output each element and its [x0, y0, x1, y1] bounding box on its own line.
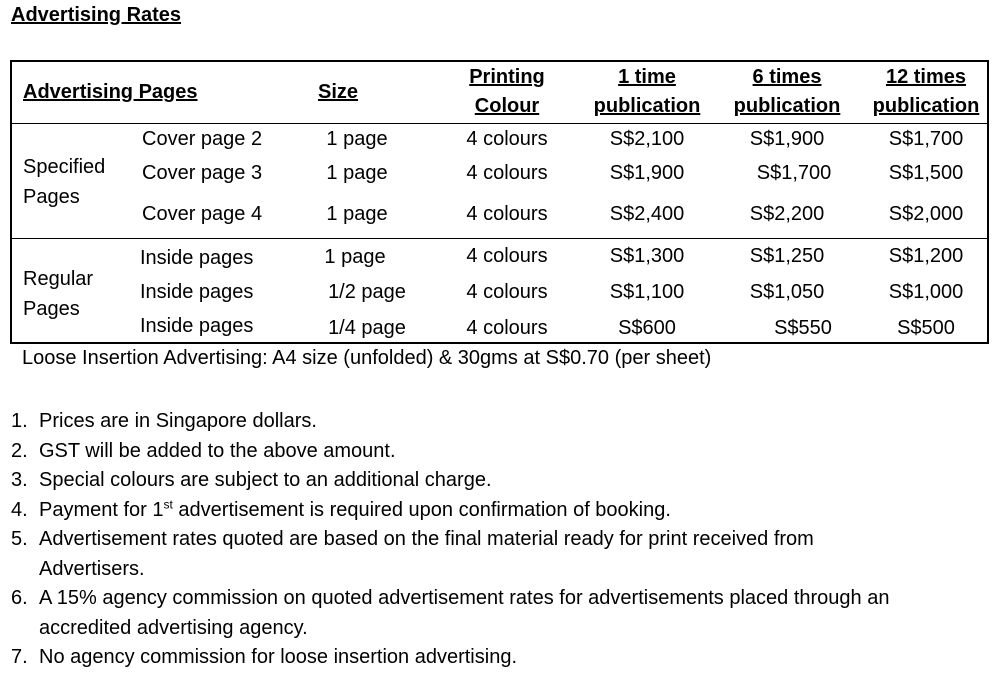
table-cell-size: 1 page [324, 246, 386, 268]
group-label-specified-pages: Pages [23, 186, 80, 208]
header-6-times-publication: publication [733, 95, 841, 117]
table-cell-colour: 4 colours [466, 317, 548, 339]
note-number: 1. [11, 410, 28, 432]
note-text: A 15% agency commission on quoted advertisement rates for advertisements placed through an accredited advertising agency. [39, 587, 890, 639]
group-label-regular: Regular [23, 268, 94, 290]
table-cell-12-times: S$1,500 [888, 162, 964, 184]
table-cell-page: Cover page 2 [142, 128, 263, 150]
header-6-times: 6 times [752, 66, 822, 88]
table-cell-page: Cover page 4 [142, 203, 263, 225]
list-item [11, 584, 891, 643]
table-cell-6-times: S$2,200 [749, 203, 825, 225]
table-cell-1-time: S$2,100 [609, 128, 685, 150]
table-cell-size: 1 page [326, 128, 388, 150]
list-item [11, 437, 891, 467]
table-cell-1-time: S$1,900 [609, 162, 685, 184]
table-cell-colour: 4 colours [466, 245, 548, 267]
table-cell-size: 1/2 page [328, 281, 406, 303]
table-cell-6-times: S$1,700 [756, 162, 832, 184]
table-cell-1-time: S$2,400 [609, 203, 685, 225]
list-item [11, 525, 891, 584]
note-text: No agency commission for loose insertion advertising. [39, 646, 517, 668]
table-cell-colour: 4 colours [466, 203, 548, 225]
header-printing: Printing [469, 66, 545, 88]
note-number: 7. [11, 646, 28, 668]
notes-list [11, 407, 891, 673]
note-number: 5. [11, 528, 28, 550]
header-1-time-publication: publication [593, 95, 701, 117]
note-text-start: Payment for 1 [39, 498, 164, 521]
header-12-times: 12 times [885, 66, 967, 88]
list-item [11, 643, 891, 673]
table-cell-6-times: S$1,250 [749, 245, 825, 267]
note-number: 4. [11, 498, 28, 521]
table-cell-1-time: S$600 [618, 317, 676, 339]
group-label-specified: Specified [23, 156, 106, 178]
note-number: 2. [11, 439, 28, 462]
header-1-time: 1 time [618, 66, 676, 88]
table-cell-12-times: S$1,000 [888, 281, 964, 303]
header-colour: Colour [474, 95, 540, 117]
note-number: 6. [11, 587, 28, 609]
table-cell-6-times: S$1,050 [749, 281, 825, 303]
note-number: 3. [11, 469, 28, 491]
table-cell-1-time: S$1,100 [609, 281, 685, 303]
list-item [11, 407, 891, 437]
loose-insertion-note: Loose Insertion Advertising: A4 size (unfolded) & 30gms at S$0.70 (per sheet) [22, 347, 712, 369]
rates-table [10, 60, 989, 344]
note-text: GST will be added to the above amount. [39, 439, 396, 462]
table-cell-1-time: S$1,300 [609, 245, 685, 267]
header-size: Size [318, 81, 359, 103]
table-cell-colour: 4 colours [466, 281, 548, 303]
header-advertising-pages: Advertising Pages [23, 81, 198, 103]
table-cell-12-times: S$2,000 [888, 203, 964, 225]
table-cell-size: 1 page [326, 203, 388, 225]
table-cell-12-times: S$500 [897, 317, 955, 339]
note-superscript: st [163, 496, 173, 511]
note-text-end: advertisement is required upon confirmation of booking. [172, 498, 671, 521]
table-cell-size: 1/4 page [328, 317, 406, 339]
table-cell-colour: 4 colours [466, 162, 548, 184]
group-label-regular-pages: Pages [23, 298, 80, 320]
note-text: Advertisement rates quoted are based on the final material ready for print received from Advertisers. [39, 528, 814, 580]
list-item [11, 466, 891, 496]
note-text: Special colours are subject to an additional charge. [39, 469, 492, 491]
table-cell-6-times: S$550 [774, 317, 832, 339]
table-cell-colour: 4 colours [466, 128, 548, 150]
table-cell-size: 1 page [326, 162, 388, 184]
group-divider [12, 238, 987, 239]
table-cell-12-times: S$1,700 [888, 128, 964, 150]
page-title: Advertising Rates [11, 4, 182, 26]
table-cell-page: Inside pages [140, 247, 254, 269]
table-cell-6-times: S$1,900 [749, 128, 825, 150]
header-12-times-publication: publication [872, 95, 980, 117]
table-cell-12-times: S$1,200 [888, 245, 964, 267]
table-cell-page: Inside pages [140, 281, 254, 303]
note-text: Prices are in Singapore dollars. [39, 410, 317, 432]
table-cell-page: Inside pages [140, 315, 254, 337]
list-item [11, 496, 891, 526]
table-cell-page: Cover page 3 [142, 162, 263, 184]
